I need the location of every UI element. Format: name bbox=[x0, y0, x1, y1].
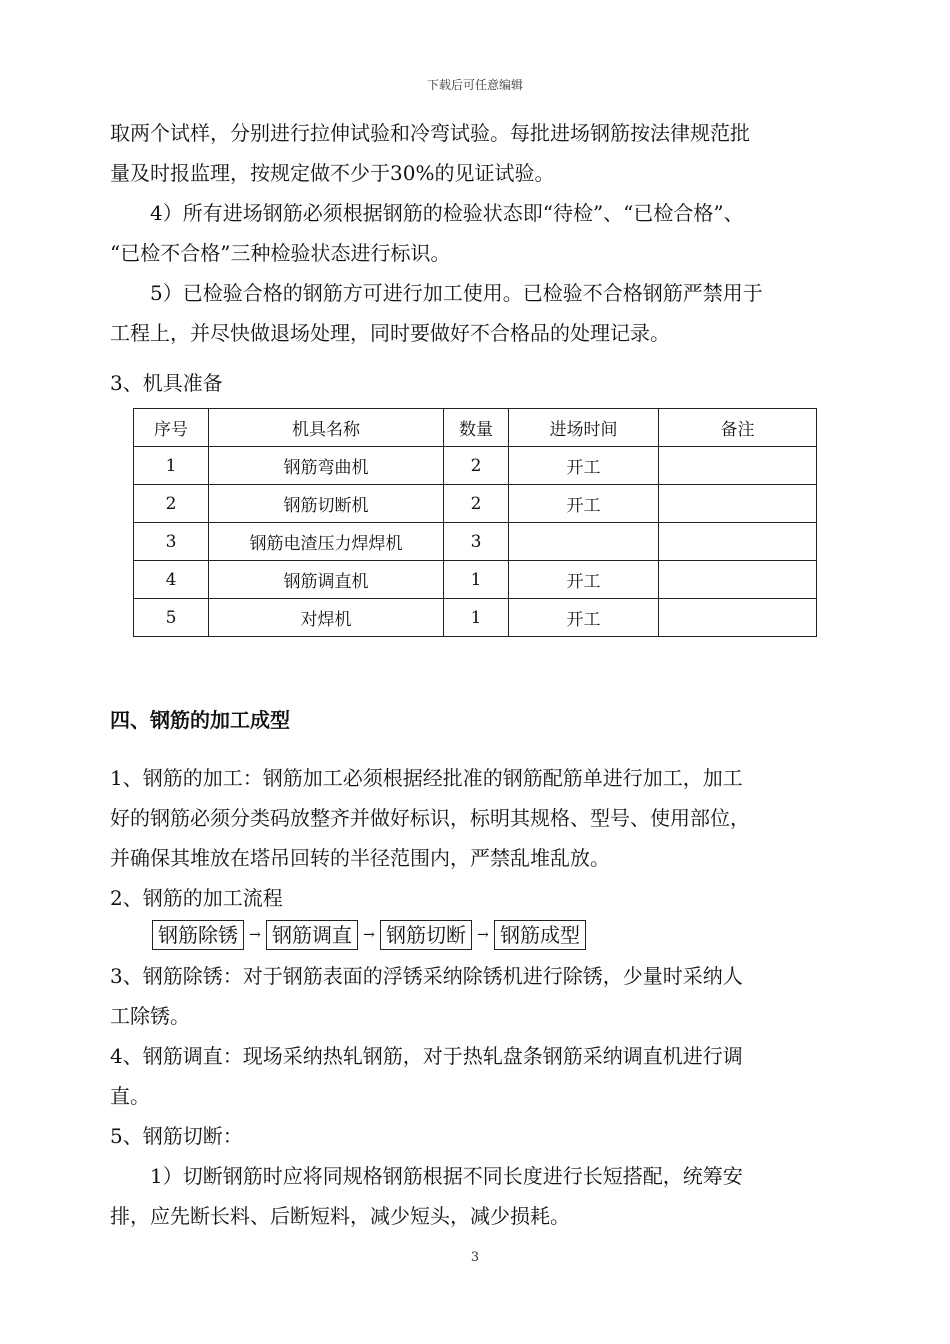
body-line: 量及时报监理，按规定做不少于30%的见证试验。 bbox=[110, 161, 555, 185]
table-cell: 钢筋调直机 bbox=[209, 561, 444, 599]
equipment-table bbox=[133, 408, 817, 637]
table-cell: 1 bbox=[444, 561, 509, 599]
table-header-row bbox=[134, 409, 817, 447]
table-cell: 开工 bbox=[509, 561, 659, 599]
table-header-cell: 备注 bbox=[659, 409, 817, 447]
table-cell: 2 bbox=[444, 447, 509, 485]
section-title: 四、钢筋的加工成型 bbox=[110, 708, 290, 732]
body-line: “已检不合格”三种检验状态进行标识。 bbox=[110, 241, 451, 265]
table-cell: 2 bbox=[134, 485, 209, 523]
table-header-cell: 进场时间 bbox=[509, 409, 659, 447]
body-line: 5、钢筋切断： bbox=[110, 1124, 243, 1148]
body-line: 工程上，并尽快做退场处理，同时要做好不合格品的处理记录。 bbox=[110, 321, 670, 345]
table-cell: 4 bbox=[134, 561, 209, 599]
table-cell: 2 bbox=[444, 485, 509, 523]
table-cell: 对焊机 bbox=[209, 599, 444, 637]
body-line: 取两个试样，分别进行拉伸试验和冷弯试验。每批进场钢筋按法律规范批 bbox=[110, 121, 750, 145]
table-row bbox=[134, 561, 817, 599]
process-flow bbox=[152, 920, 586, 950]
table-row bbox=[134, 447, 817, 485]
table-cell: 开工 bbox=[509, 447, 659, 485]
table-cell: 1 bbox=[444, 599, 509, 637]
body-line: 5）已检验合格的钢筋方可进行加工使用。已检验不合格钢筋严禁用于 bbox=[110, 281, 763, 305]
table-cell: 开工 bbox=[509, 599, 659, 637]
table-cell bbox=[659, 523, 817, 561]
body-line: 1、钢筋的加工：钢筋加工必须根据经批准的钢筋配筋单进行加工，加工 bbox=[110, 766, 743, 790]
subheading-equipment: 3、机具准备 bbox=[110, 371, 223, 395]
table-header-cell: 序号 bbox=[134, 409, 209, 447]
page-header: 下载后可任意编辑 bbox=[426, 78, 523, 92]
table-cell: 开工 bbox=[509, 485, 659, 523]
arrow-right-icon: → bbox=[363, 927, 375, 943]
table-cell: 1 bbox=[134, 447, 209, 485]
body-line: 2、钢筋的加工流程 bbox=[110, 886, 283, 910]
body-line: 直。 bbox=[110, 1084, 150, 1108]
table-header-cell: 数量 bbox=[444, 409, 509, 447]
table-cell: 钢筋切断机 bbox=[209, 485, 444, 523]
table-cell: 3 bbox=[134, 523, 209, 561]
body-line: 4、钢筋调直：现场采纳热轧钢筋，对于热轧盘条钢筋采纳调直机进行调 bbox=[110, 1044, 743, 1068]
table-header-cell: 机具名称 bbox=[209, 409, 444, 447]
table-cell bbox=[659, 599, 817, 637]
body-line: 好的钢筋必须分类码放整齐并做好标识，标明其规格、型号、使用部位， bbox=[110, 806, 750, 830]
table-cell: 3 bbox=[444, 523, 509, 561]
table-cell bbox=[659, 485, 817, 523]
body-line: 排，应先断长料、后断短料，减少短头，减少损耗。 bbox=[110, 1204, 570, 1228]
table-cell bbox=[659, 447, 817, 485]
flow-step: 钢筋除锈 bbox=[152, 920, 244, 950]
flow-step: 钢筋调直 bbox=[266, 920, 358, 950]
body-line: 3、钢筋除锈：对于钢筋表面的浮锈采纳除锈机进行除锈，少量时采纳人 bbox=[110, 964, 743, 988]
table-row bbox=[134, 523, 817, 561]
table-cell: 钢筋电渣压力焊焊机 bbox=[209, 523, 444, 561]
table-cell: 5 bbox=[134, 599, 209, 637]
arrow-right-icon: → bbox=[477, 927, 489, 943]
body-line: 4）所有进场钢筋必须根据钢筋的检验状态即“待检”、“已检合格”、 bbox=[110, 201, 744, 225]
table-row bbox=[134, 485, 817, 523]
table-cell: 钢筋弯曲机 bbox=[209, 447, 444, 485]
page-number: 3 bbox=[470, 1250, 480, 1265]
flow-step: 钢筋切断 bbox=[380, 920, 472, 950]
table-cell bbox=[659, 561, 817, 599]
table-row bbox=[134, 599, 817, 637]
body-line: 1）切断钢筋时应将同规格钢筋根据不同长度进行长短搭配，统筹安 bbox=[110, 1164, 743, 1188]
body-line: 工除锈。 bbox=[110, 1004, 190, 1028]
arrow-right-icon: → bbox=[249, 927, 261, 943]
body-line: 并确保其堆放在塔吊回转的半径范围内，严禁乱堆乱放。 bbox=[110, 846, 610, 870]
flow-step: 钢筋成型 bbox=[494, 920, 586, 950]
table-cell bbox=[509, 523, 659, 561]
